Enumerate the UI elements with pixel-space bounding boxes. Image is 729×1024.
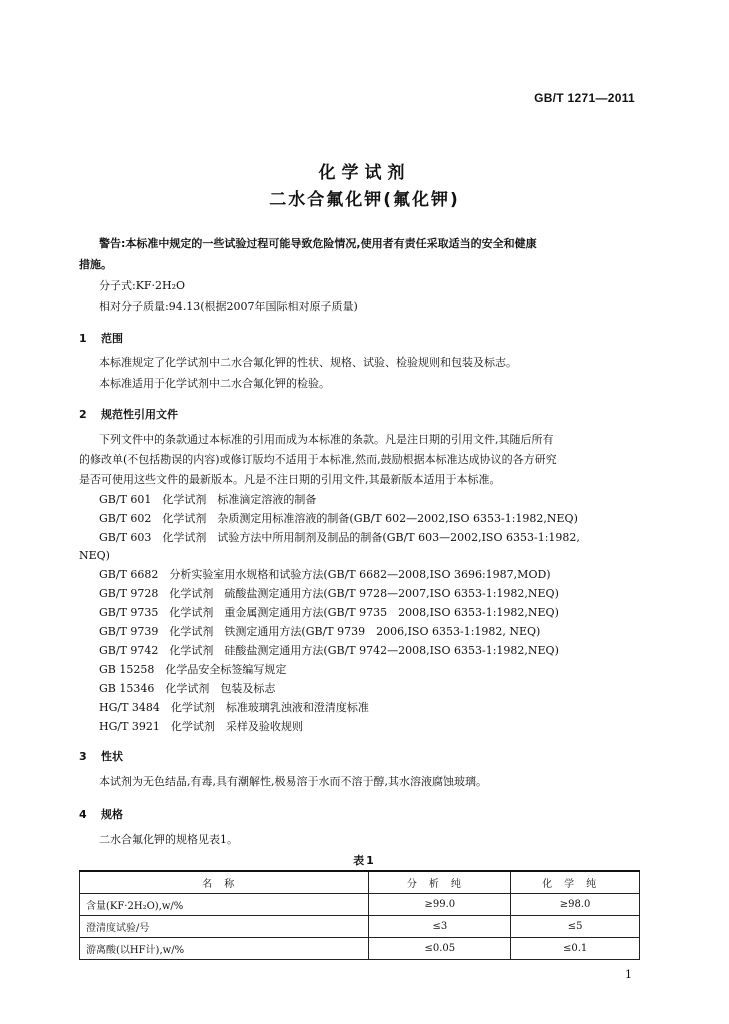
reference-item: GB/T 603 化学试剂 试验方法中所用制剂及制品的制备(GB/T 603—2002,ISO 6353-1:1982,	[99, 531, 580, 544]
table-title: 表1	[353, 854, 376, 867]
reference-item-continued: NEQ)	[79, 549, 110, 562]
section-2-intro-2: 的修改单(不包括勘误的内容)或修订版均不适用于本标准,然而,鼓励根据本标准达成协议的各方研究	[79, 453, 557, 466]
section-title: 范围	[101, 332, 123, 345]
table-row	[80, 916, 640, 938]
analytical-grade-value: ≥99.0	[369, 894, 511, 916]
section-1-paragraph-2: 本标准适用于化学试剂中二水合氟化钾的检验。	[99, 377, 330, 390]
section-1-heading	[79, 330, 123, 346]
chemical-grade-value: ≤5	[511, 916, 640, 938]
reference-item: GB 15258 化学品安全标签编写规定	[99, 663, 287, 676]
analytical-grade-value: ≤0.05	[369, 938, 511, 960]
section-3-paragraph: 本试剂为无色结晶,有毒,具有潮解性,极易溶于水而不溶于醇,其水溶液腐蚀玻璃。	[99, 775, 487, 788]
item-name: 游离酸(以HF计),w/%	[80, 938, 369, 960]
section-number: 3	[79, 750, 87, 763]
reference-item: HG/T 3484 化学试剂 标准玻璃乳浊液和澄清度标准	[99, 701, 369, 714]
molar-mass: 相对分子质量:94.13(根据2007年国际相对原子质量)	[99, 300, 358, 313]
analytical-grade-value: ≤3	[369, 916, 511, 938]
reference-item: GB/T 6682 分析实验室用水规格和试验方法(GB/T 6682—2008,ISO 3696:1987,MOD)	[99, 568, 551, 581]
reference-item: HG/T 3921 化学试剂 采样及验收规则	[99, 720, 303, 733]
section-4-heading	[79, 806, 123, 822]
item-name: 含量(KF·2H₂O),w/%	[80, 894, 369, 916]
warning-line2: 措施。	[79, 258, 112, 271]
item-name: 澄清度试验/号	[80, 916, 369, 938]
molecular-formula: 分子式:KF·2H₂O	[99, 279, 186, 292]
warning-line1: 警告:本标准中规定的一些试验过程可能导致危险情况,使用者有责任采取适当的安全和健康	[99, 237, 537, 250]
chemical-grade-value: ≥98.0	[511, 894, 640, 916]
section-title: 规范性引用文件	[101, 408, 178, 421]
document-title-line2: 二水合氟化钾(氟化钾)	[269, 190, 460, 210]
reference-item: GB/T 602 化学试剂 杂质测定用标准溶液的制备(GB/T 602—2002,ISO 6353-1:1982,NEQ)	[99, 512, 578, 525]
section-2-intro-1: 下列文件中的条款通过本标准的引用而成为本标准的条款。凡是注日期的引用文件,其随后所有	[99, 433, 554, 446]
section-title: 性状	[101, 750, 123, 763]
reference-item: GB/T 601 化学试剂 标准滴定溶液的制备	[99, 493, 317, 506]
column-header-chemical-grade: 化学纯	[511, 871, 640, 894]
section-4-paragraph: 二水合氟化钾的规格见表1。	[99, 833, 238, 846]
standard-code: GB/T 1271—2011	[534, 91, 635, 105]
section-1-paragraph-1: 本标准规定了化学试剂中二水合氟化钾的性状、规格、试验、检验规则和包装及标志。	[99, 356, 517, 369]
section-title: 规格	[101, 808, 123, 821]
section-2-intro-3: 是否可使用这些文件的最新版本。凡是不注日期的引用文件,其最新版本适用于本标准。	[79, 473, 501, 486]
column-header-name: 名称	[80, 871, 369, 894]
reference-item: GB/T 9739 化学试剂 铁测定通用方法(GB/T 9739 2006,ISO 6353-1:1982, NEQ)	[99, 625, 541, 638]
table-row	[80, 894, 640, 916]
section-3-heading	[79, 748, 123, 764]
section-number: 2	[79, 408, 87, 421]
spec-table	[79, 870, 640, 960]
reference-item: GB 15346 化学试剂 包装及标志	[99, 682, 276, 695]
section-number: 4	[79, 808, 87, 821]
reference-item: GB/T 9735 化学试剂 重金属测定通用方法(GB/T 9735 2008,ISO 6353-1:1982,NEQ)	[99, 606, 559, 619]
table-header-row	[80, 871, 640, 894]
chemical-grade-value: ≤0.1	[511, 938, 640, 960]
reference-item: GB/T 9742 化学试剂 硅酸盐测定通用方法(GB/T 9742—2008,ISO 6353-1:1982,NEQ)	[99, 644, 559, 657]
table-row	[80, 938, 640, 960]
column-header-analytical-grade: 分析纯	[369, 871, 511, 894]
section-2-heading	[79, 406, 178, 422]
section-number: 1	[79, 332, 87, 345]
reference-item: GB/T 9728 化学试剂 硫酸盐测定通用方法(GB/T 9728—2007,ISO 6353-1:1982,NEQ)	[99, 587, 559, 600]
document-title-line1: 化学试剂	[318, 163, 411, 183]
page-number: 1	[625, 968, 632, 981]
